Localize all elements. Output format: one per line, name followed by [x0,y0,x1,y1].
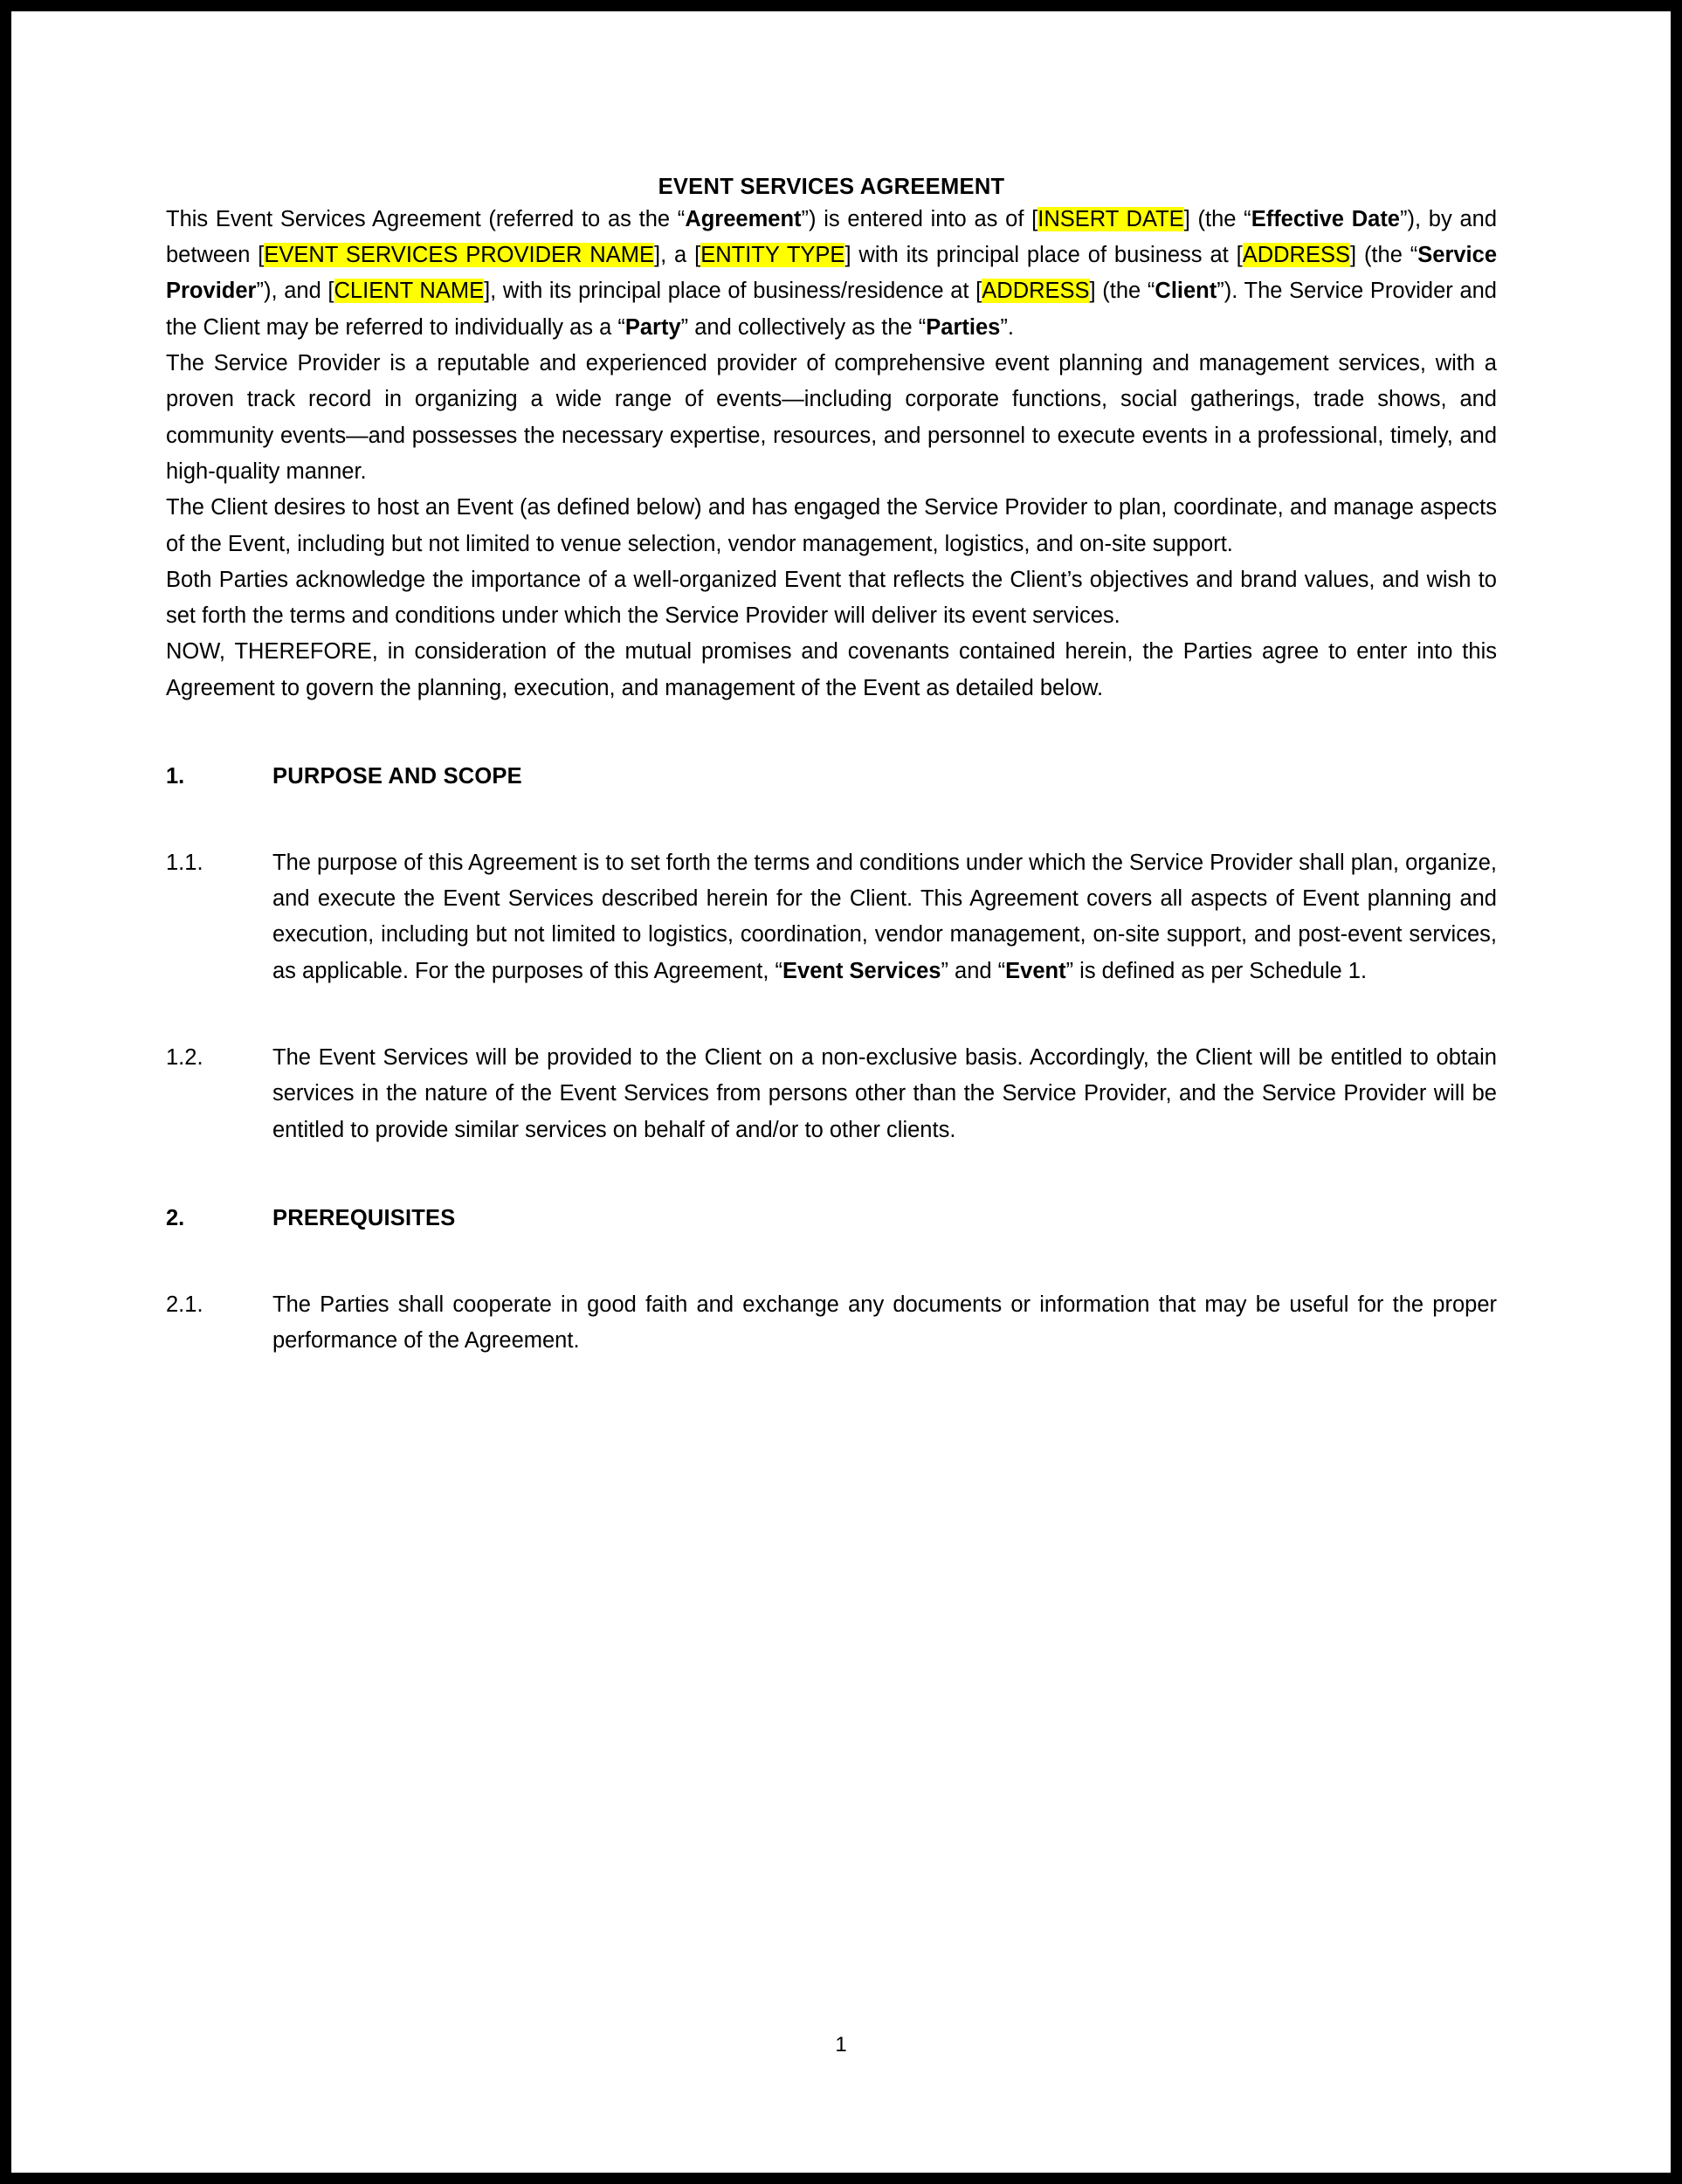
term-party: Party [624,314,681,340]
page-sheet [11,11,1671,2173]
preamble-p1-s6: ] with its principal place of business at [ [844,243,1243,268]
document-title: EVENT SERVICES AGREEMENT [658,175,1005,199]
preamble-paragraph-2: The Service Provider is a reputable and experienced provider of comprehensive event planning and management services, with a proven track record in organizing a wide range of events—including corporate functions, social gatherings, trade shows, and community events—and possesses the necessary expertise, resources, and personnel to execute events in a professional, timely, and high-quality manner. [166,351,1497,484]
clause-text-1-2: The Event Services will be provided to the Client on a non-exclusive basis. Accordingly, the Client will be entitled to obtain services in the nature of the Event Services from persons other than the Service Provider, and the Service Provider will be entitled to provide similar services on behalf of and/or to other clients. [272,1045,1497,1142]
clause-1-1-t1: The purpose of this Agreement is to set forth the terms and conditions under which the Service Provider shall plan, organize, and execute the Event Services described herein for the Client. This Agreement covers all aspects of Event planning and execution, including but not limited to logistics, coordination, vendor management, on-site support, and post-event services, as applicable. For the purposes of this Agreement, “ [272,850,1497,983]
clause-number-1-2: 1.2. [166,1045,203,1071]
placeholder-provider-address: ADDRESS [1242,243,1350,268]
term-effective-date: Effective Date [1251,206,1400,231]
section-number-2: 2. [166,1205,185,1230]
section-title-2: PREREQUISITES [272,1205,456,1230]
clause-text-1-1 [272,845,1497,989]
preamble-p1-s3: ] (the “ [1183,206,1251,231]
clause-1-1-t2: ” and “ [941,958,1006,983]
clause-number-2-1: 2.1. [166,1292,203,1317]
preamble-paragraph-1 [166,202,1497,346]
clause-text-2-1: The Parties shall cooperate in good faith and exchange any documents or information that may be useful for the proper performance of the Agreement. [272,1292,1497,1353]
clause-1-1-t3: ” is defined as per Schedule 1. [1065,958,1368,983]
preamble-p1-s1: This Event Services Agreement (referred to as the “ [166,206,686,231]
placeholder-client-name: CLIENT NAME [334,279,485,304]
preamble-p1-s10: ] (the “ [1089,279,1155,304]
preamble-p1-s12: ” and collectively as the “ [680,314,927,340]
clause-1-2 [166,1040,1497,1148]
clause-2-1 [166,1287,1497,1360]
document-body [166,11,1497,1359]
section-heading-2 [166,1201,1497,1237]
placeholder-entity-type: ENTITY TYPE [700,243,845,268]
preamble-p1-s2: ”) is entered into as of [ [801,206,1038,231]
preamble-p1-s7: ] (the “ [1349,243,1418,268]
preamble-paragraph-3: The Client desires to host an Event (as defined below) and has engaged the Service Provider to plan, coordinate, and manage aspects of the Event, including but not limited to venue selection, vendor management, logistics, and on-site support. [166,495,1497,556]
preamble-paragraph-5: NOW, THEREFORE, in consideration of the mutual promises and covenants contained herein, the Parties agree to enter into this Agreement to govern the planning, execution, and management of the Event as detailed below. [166,639,1497,700]
placeholder-provider-name: EVENT SERVICES PROVIDER NAME [264,243,654,268]
section-heading-1 [166,759,1497,795]
preamble-p1-s13: ”. [1000,314,1014,340]
preamble-p1-s5: ], a [ [653,243,701,268]
preamble-p1-s8: ”), and [ [256,279,334,304]
term-client: Client [1155,279,1217,304]
term-agreement: Agreement [685,206,802,231]
placeholder-client-address: ADDRESS [982,279,1090,304]
page-number: 1 [835,2033,847,2057]
section-number-1: 1. [166,764,185,789]
preamble-p1-s11: ”). The Service Provider and the Client may be referred to individually as a “ [166,279,1497,340]
term-event: Event [1005,958,1066,983]
clause-1-1 [166,845,1497,989]
term-parties: Parties [926,314,1001,340]
clause-number-1-1: 1.1. [166,850,203,875]
preamble-paragraph-4: Both Parties acknowledge the importance of a well-organized Event that reflects the Client’s objectives and brand values, and wish to set forth the terms and conditions under which the Service Provider will deliver its event services. [166,567,1497,629]
section-title-1: PURPOSE AND SCOPE [272,764,522,789]
preamble-p1-s4: ”), by and between [ [166,206,1498,268]
term-event-services: Event Services [782,958,941,983]
preamble-p1-s9: ], with its principal place of business/residence at [ [484,279,982,304]
placeholder-insert-date: INSERT DATE [1037,206,1184,231]
term-service-provider: Service Provider [166,243,1498,304]
